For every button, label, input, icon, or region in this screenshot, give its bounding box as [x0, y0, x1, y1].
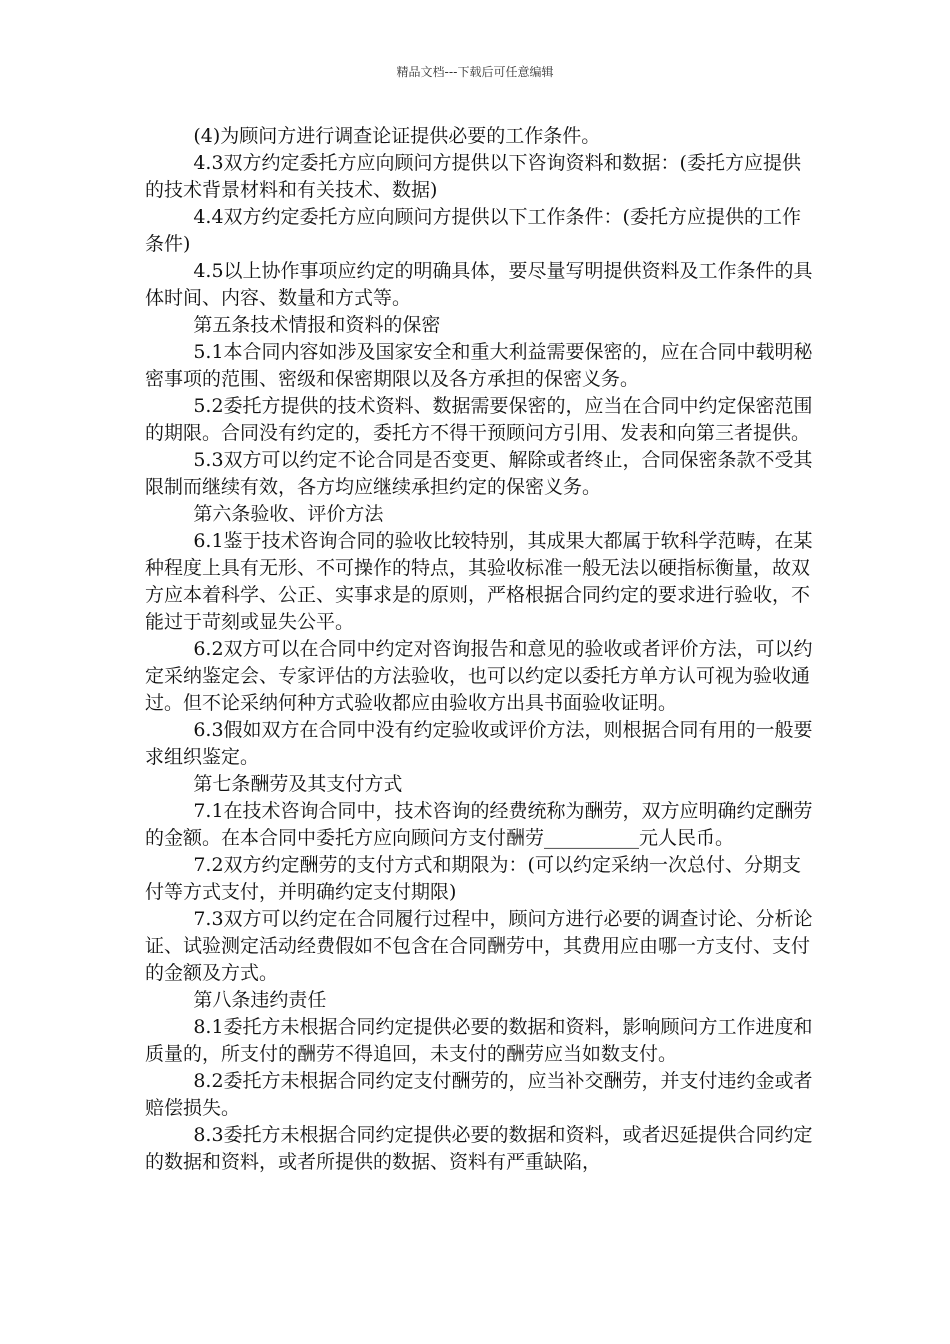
- paragraph: 6.1鉴于技术咨询合同的验收比较特别，其成果大都属于软科学范畴，在某种程度上具有无形、不可操作的特点，其验收标准一般无法以硬指标衡量，故双方应本着科学、公正、实事求是的原则，严格根据合同约定的要求进行验收，不能过于苛刻或显失公平。: [145, 530, 813, 633]
- paragraph: 5.1本合同内容如涉及国家安全和重大利益需要保密的，应在合同中载明秘密事项的范围、密级和保密期限以及各方承担的保密义务。: [145, 341, 813, 390]
- section-heading: 第五条技术情报和资料的保密: [145, 314, 441, 336]
- paragraph: (4)为顾问方进行调查论证提供必要的工作条件。: [145, 125, 601, 147]
- section-heading: 第八条违约责任: [145, 989, 327, 1011]
- page-header: 精品文档---下载后可任意编辑: [396, 65, 554, 79]
- paragraph: 4.3双方约定委托方应向顾问方提供以下咨询资料和数据：(委托方应提供的技术背景材料和有关技术、数据): [145, 152, 801, 201]
- paragraph: 8.3委托方未根据合同约定提供必要的数据和资料，或者迟延提供合同约定的数据和资料，或者所提供的数据、资料有严重缺陷，: [145, 1124, 813, 1173]
- paragraph: 7.2双方约定酬劳的支付方式和期限为：(可以约定采纳一次总付、分期支付等方式支付，并明确约定支付期限): [145, 854, 801, 903]
- paragraph: 8.2委托方未根据合同约定支付酬劳的，应当补交酬劳，并支付违约金或者赔偿损失。: [145, 1070, 813, 1119]
- paragraph: 5.3双方可以约定不论合同是否变更、解除或者终止，合同保密条款不受其限制而继续有效，各方均应继续承担约定的保密义务。: [145, 449, 813, 498]
- paragraph: 7.1在技术咨询合同中，技术咨询的经费统称为酬劳，双方应明确约定酬劳的金额。在本合同中委托方应向顾问方支付酬劳__________元人民币。: [145, 800, 813, 849]
- paragraph: 4.4双方约定委托方应向顾问方提供以下工作条件：(委托方应提供的工作条件): [145, 206, 801, 255]
- paragraph: 6.2双方可以在合同中约定对咨询报告和意见的验收或者评价方法，可以约定采纳鉴定会、专家评估的方法验收，也可以约定以委托方单方认可视为验收通过。但不论采纳何种方式验收都应由验收方出具书面验收证明。: [145, 638, 813, 714]
- paragraph: 5.2委托方提供的技术资料、数据需要保密的，应当在合同中约定保密范围的期限。合同没有约定的，委托方不得干预顾问方引用、发表和向第三者提供。: [145, 395, 813, 444]
- document-body: [145, 123, 813, 1176]
- paragraph: 6.3假如双方在合同中没有约定验收或评价方法，则根据合同有用的一般要求组织鉴定。: [145, 719, 813, 768]
- paragraph: 4.5以上协作事项应约定的明确具体，要尽量写明提供资料及工作条件的具体时间、内容、数量和方式等。: [145, 260, 813, 309]
- paragraph: 7.3双方可以约定在合同履行过程中，顾问方进行必要的调查讨论、分析论证、试验测定活动经费假如不包含在合同酬劳中，其费用应由哪一方支付、支付的金额及方式。: [145, 908, 813, 984]
- section-heading: 第七条酬劳及其支付方式: [145, 773, 403, 795]
- section-heading: 第六条验收、评价方法: [145, 503, 384, 525]
- paragraph: 8.1委托方未根据合同约定提供必要的数据和资料，影响顾问方工作进度和质量的，所支付的酬劳不得追回，未支付的酬劳应当如数支付。: [145, 1016, 813, 1065]
